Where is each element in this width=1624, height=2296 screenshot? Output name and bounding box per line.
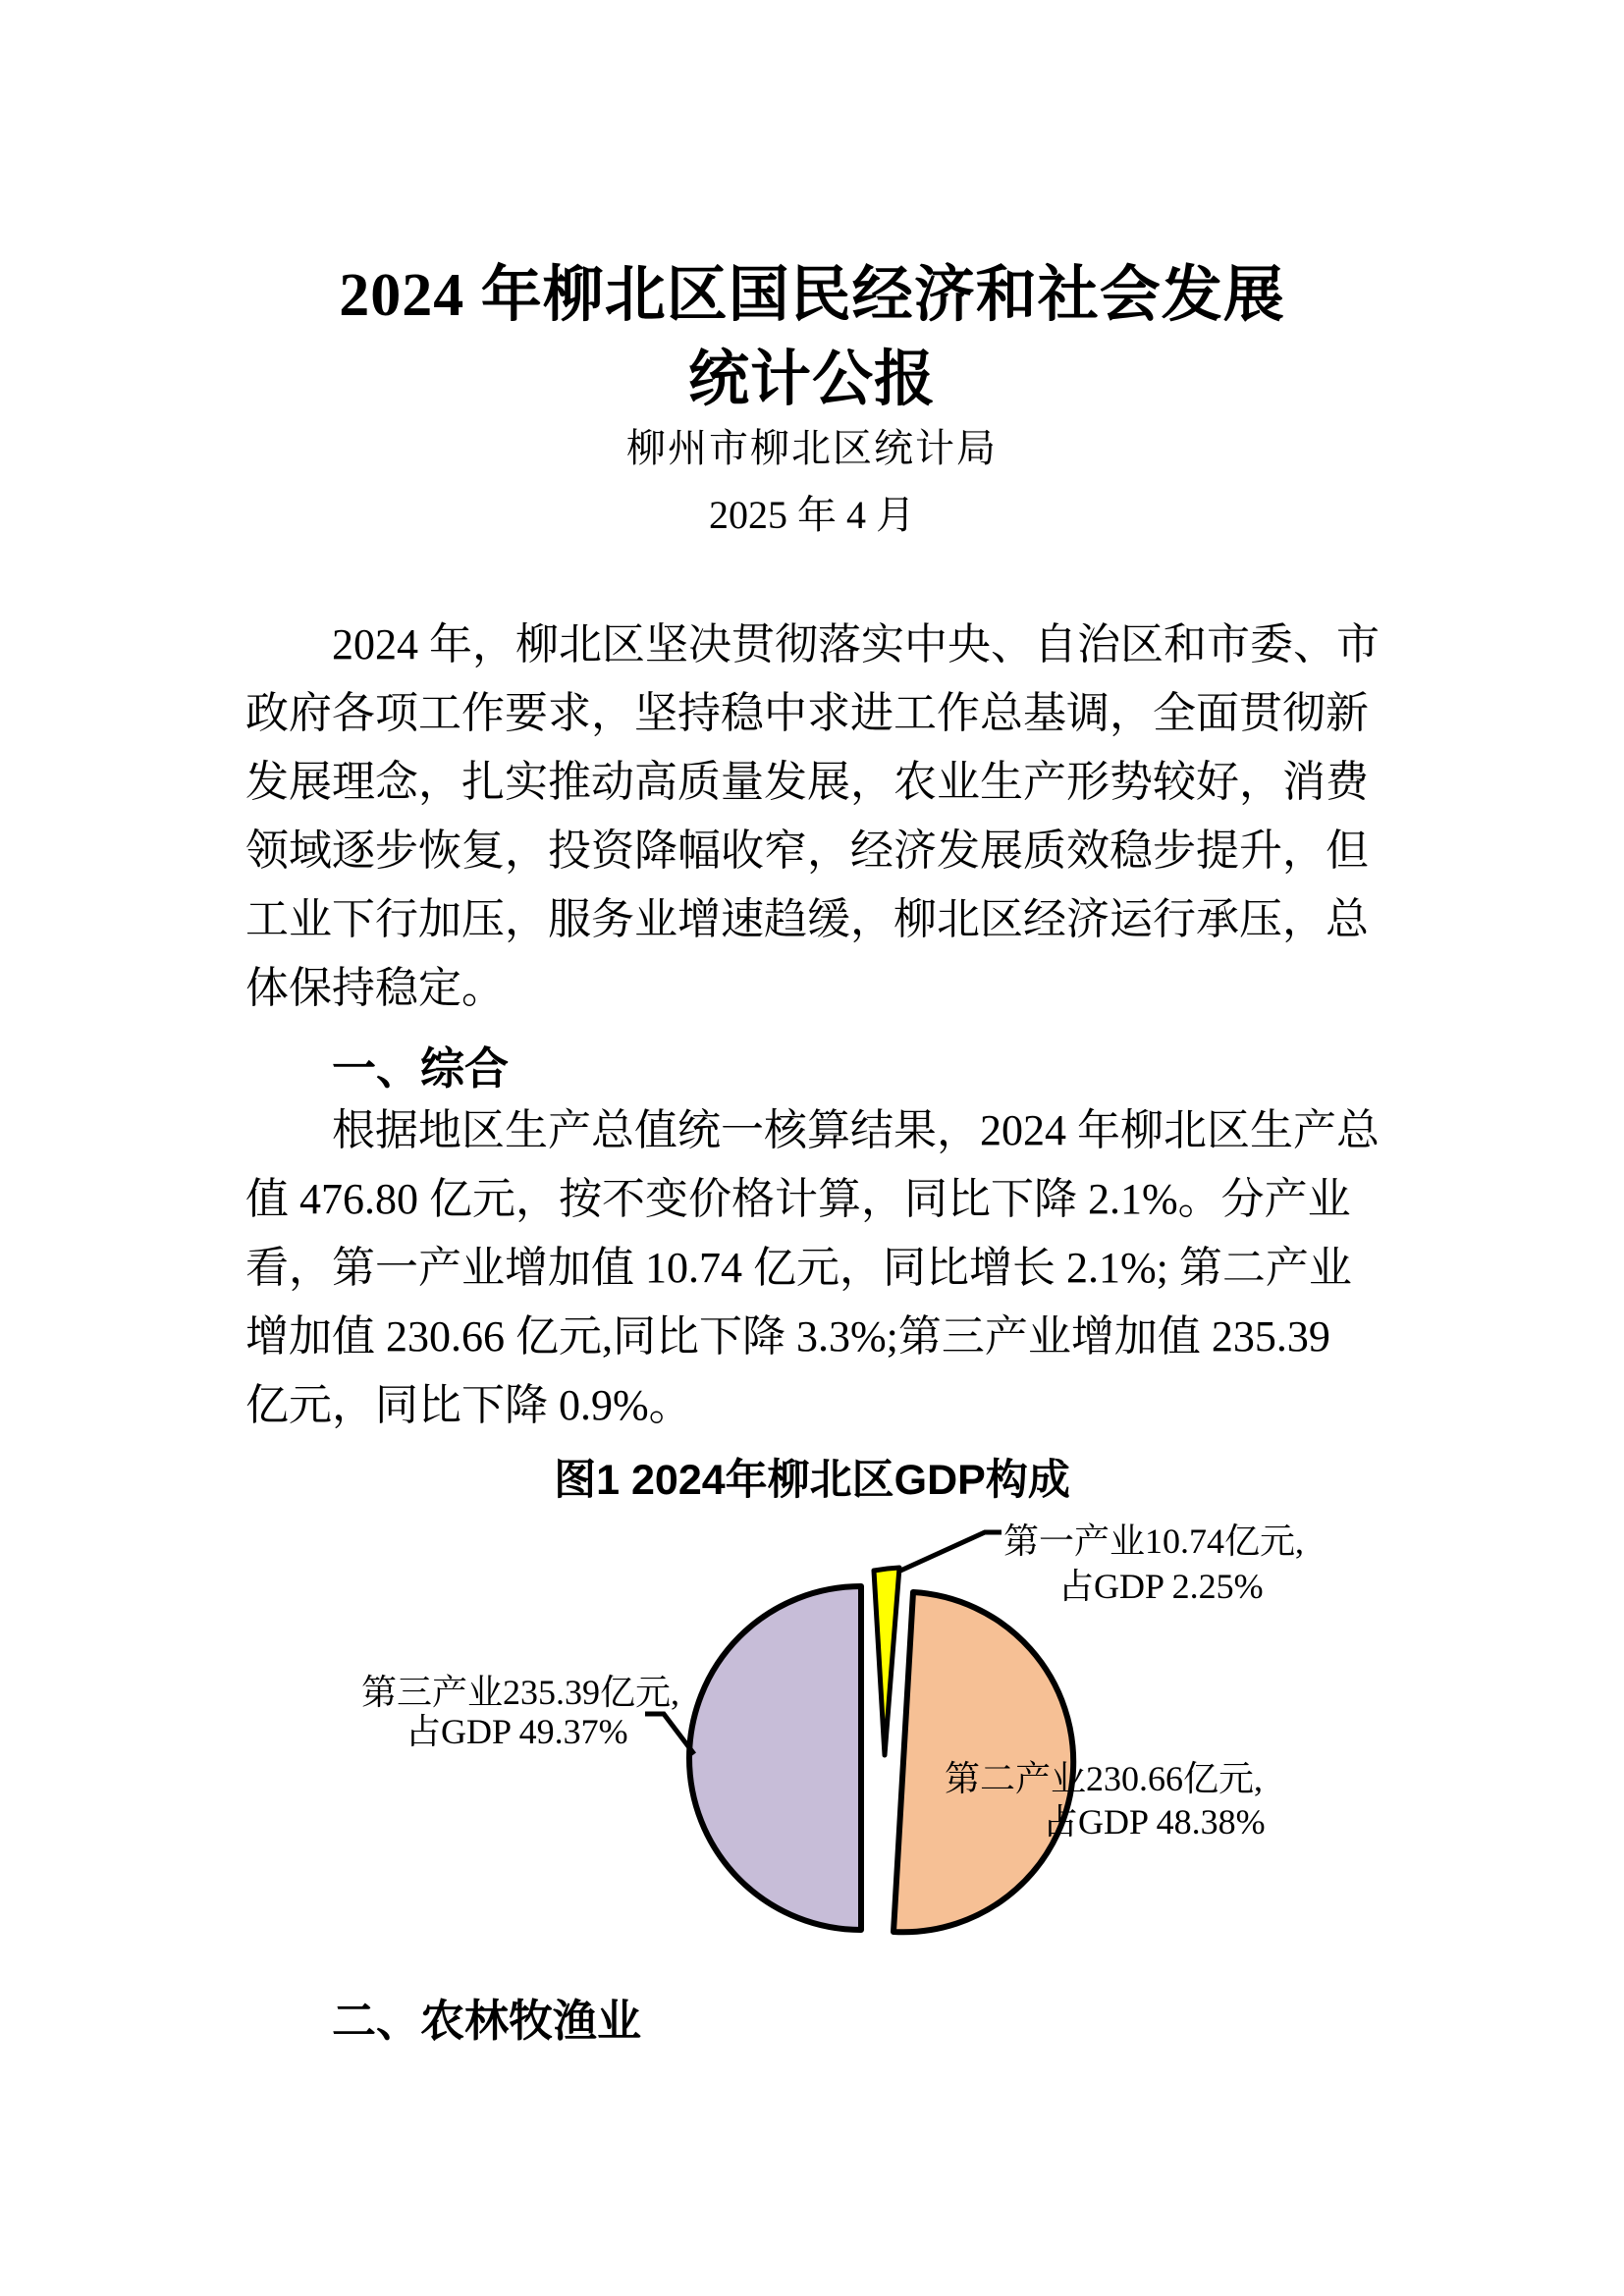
gdp-pie-chart [295,1487,1434,1978]
pie-label-tertiary-value: 第三产业235.39亿元, [361,1673,680,1712]
figure-title: 图1 2024年柳北区GDP构成 [554,1457,1070,1504]
document-title-line2: 统计公报 [687,347,936,413]
intro-paragraph [245,611,1388,1023]
overview-line: 根据地区生产总值统一核算结果，2024 年柳北区生产总 [332,1106,1380,1154]
pie-slice-tertiary [689,1586,861,1930]
overview-paragraph [245,1096,1388,1440]
pie-label-primary-share: 占GDP 2.25% [1058,1567,1264,1606]
intro-line: 2024 年，柳北区坚决贯彻落实中央、自治区和市委、市 [332,620,1380,668]
document-title-line1: 2024 年柳北区国民经济和社会发展 [339,262,1285,329]
pie-label-primary-value: 第一产业10.74亿元, [1003,1522,1305,1561]
pie-slice-primary [874,1568,899,1755]
overview-line: 亿元，同比下降 0.9%。 [245,1381,692,1429]
intro-line: 发展理念，扎实推动高质量发展，农业生产形势较好，消费 [245,758,1369,806]
overview-line: 值 476.80 亿元，按不变价格计算，同比下降 2.1%。分产业 [245,1175,1351,1223]
section-heading-overview: 一、综合 [332,1043,510,1094]
intro-line: 政府各项工作要求，坚持稳中求进工作总基调，全面贯彻新 [245,689,1369,737]
overview-line: 增加值 230.66 亿元,同比下降 3.3%;第三产业增加值 235.39 [245,1312,1330,1361]
pie-label-tertiary-share: 占GDP 49.37% [406,1712,628,1751]
overview-line: 看，第一产业增加值 10.74 亿元，同比增长 2.1%; 第二产业 [245,1244,1352,1292]
section-heading-agriculture: 二、农林牧渔业 [332,1996,642,2046]
intro-line: 体保持稳定。 [245,964,505,1012]
callout-line-primary [898,1532,1001,1572]
intro-line: 工业下行加压，服务业增速趋缓，柳北区经济运行承压，总 [245,895,1369,943]
intro-line: 领域逐步恢复，投资降幅收窄，经济发展质效稳步提升，但 [245,827,1369,875]
pie-label-secondary-share: 占GDP 48.38% [1043,1802,1266,1842]
callout-line-tertiary [645,1714,694,1754]
publish-date: 2025 年 4 月 [709,493,915,537]
document-title [0,253,1624,422]
bureau-name: 柳州市柳北区统计局 [626,426,998,470]
pie-label-secondary-value: 第二产业230.66亿元, [945,1759,1264,1798]
